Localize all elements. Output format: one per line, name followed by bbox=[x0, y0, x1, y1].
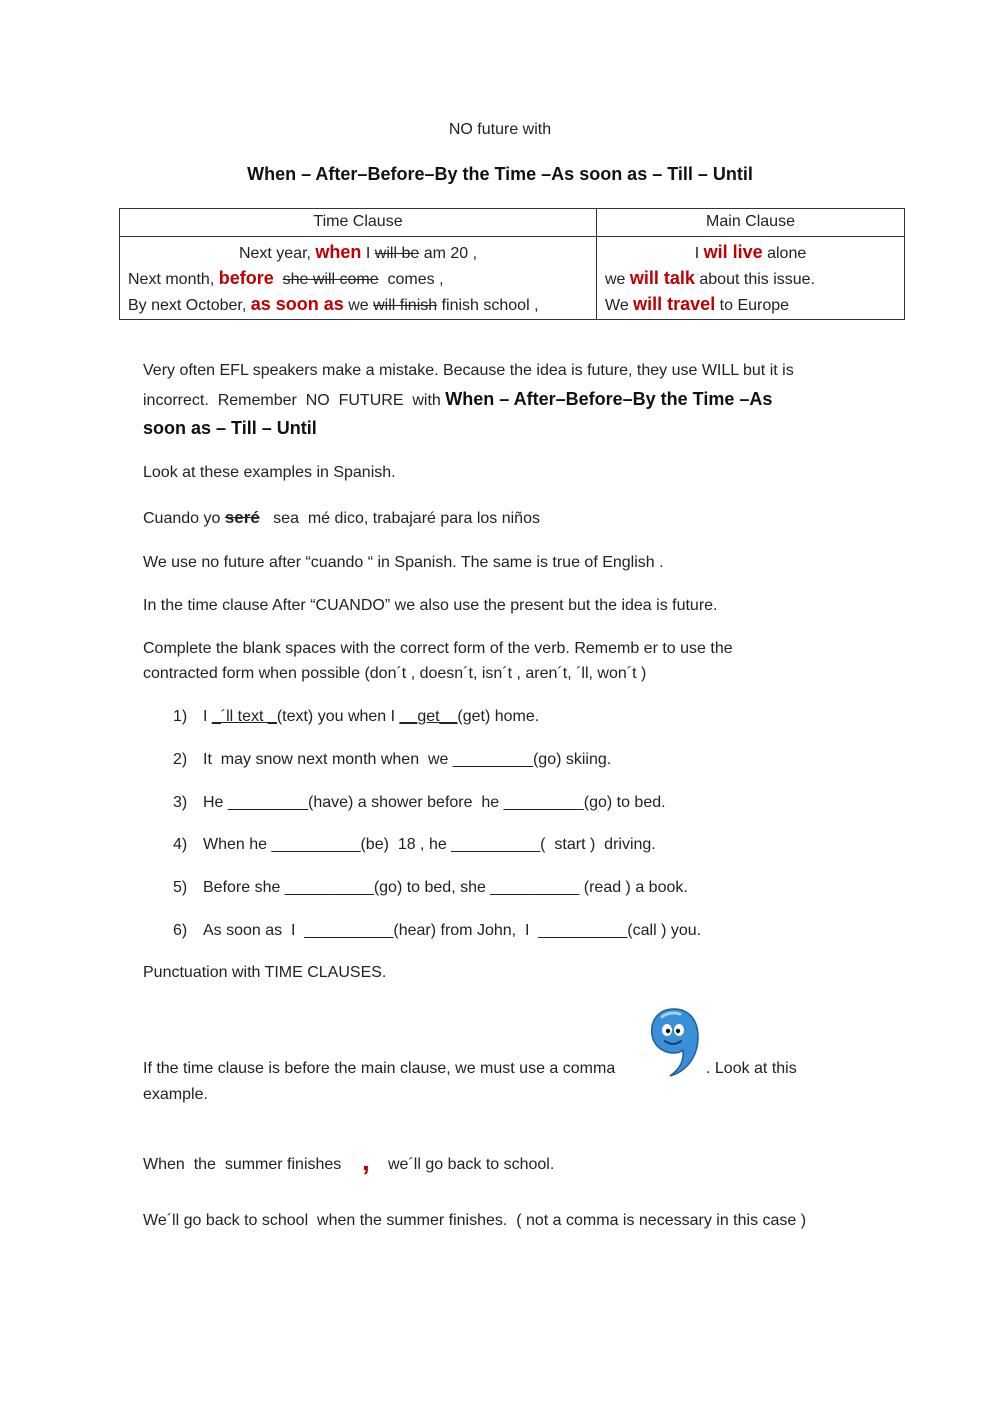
time-words: When – After–Before–By the Time –As bbox=[445, 389, 773, 409]
keyword: before bbox=[218, 268, 274, 288]
spanish-example: Cuando yo seré sea mé dico, trabajaré para los niños bbox=[143, 508, 540, 527]
exercise-item: 2) It may snow next month when we _________(go) skiing. bbox=[173, 751, 612, 768]
main-clause-row: I wil live alone bbox=[694, 242, 807, 262]
struck-text: will be bbox=[374, 245, 420, 262]
time-clause-row: Next year, when I will be am 20 , bbox=[238, 242, 478, 262]
main-clause-row: we will talk about this issue. bbox=[605, 268, 816, 288]
keyword: wil live bbox=[703, 242, 763, 262]
exercise-item: 3) He _________(have) a shower before he _________(go) to bed. bbox=[173, 794, 666, 811]
time-clause-cell bbox=[120, 237, 597, 320]
time-clause-table bbox=[119, 208, 905, 320]
comma-example-1: When the summer finishes bbox=[143, 1156, 342, 1173]
instructions-line1: Complete the blank spaces with the correct form of the verb. Rememb er to use the bbox=[143, 640, 733, 657]
keyword: when bbox=[315, 242, 362, 262]
intro-line2: incorrect. Remember NO FUTURE with When – After–Before–By the Time –As bbox=[143, 389, 773, 409]
comma-rule-line2: example. bbox=[143, 1086, 208, 1103]
exercise-item: 1) I _´ll text _(text) you when I __get__(get) home. bbox=[173, 708, 540, 725]
answer-blank[interactable]: __get__ bbox=[399, 708, 458, 725]
comma-rule-line1-end: . Look at this bbox=[706, 1060, 797, 1077]
comma-example-1-end: we´ll go back to school. bbox=[388, 1156, 555, 1173]
answer-blank[interactable]: _´ll text _ bbox=[211, 708, 277, 725]
heading-line1: NO future with bbox=[448, 121, 552, 138]
heading-line2: When – After–Before–By the Time –As soon as – Till – Until bbox=[247, 164, 753, 184]
struck-text: will finish bbox=[373, 297, 438, 314]
main-clause-row: We will travel to Europe bbox=[605, 294, 790, 314]
header-time-clause: Time Clause bbox=[120, 209, 597, 237]
instructions-line2: contracted form when possible (don´t , doesn´t, isn´t , aren´t, ´ll, won´t ) bbox=[143, 665, 647, 682]
punctuation-title: Punctuation with TIME CLAUSES. bbox=[143, 964, 387, 981]
comma-example-2: We´ll go back to school when the summer finishes. ( not a comma is necessary in this case ) bbox=[143, 1212, 807, 1229]
comma-rule-line1: If the time clause is before the main clause, we must use a comma bbox=[143, 1060, 616, 1077]
header-main-clause: Main Clause bbox=[597, 209, 905, 237]
struck-text: she will come bbox=[282, 271, 379, 288]
exercise-item: 6) As soon as I __________(hear) from John, I __________(call ) you. bbox=[173, 922, 702, 939]
struck-text: seré bbox=[224, 508, 260, 527]
look-examples: Look at these examples in Spanish. bbox=[143, 464, 396, 481]
exercise-item: 4) When he __________(be) 18 , he __________( start ) driving. bbox=[173, 836, 656, 853]
intro-line3: soon as – Till – Until bbox=[143, 418, 317, 438]
comma-mascot-icon bbox=[648, 1005, 700, 1079]
red-comma: , bbox=[362, 1145, 370, 1176]
main-clause-cell bbox=[597, 237, 905, 320]
no-future-note: We use no future after “cuando “ in Spanish. The same is true of English . bbox=[143, 554, 664, 571]
clause-note: In the time clause After “CUANDO” we also use the present but the idea is future. bbox=[143, 597, 718, 614]
exercise-item: 5) Before she __________(go) to bed, she __________ (read ) a book. bbox=[173, 879, 688, 896]
keyword: will talk bbox=[629, 268, 695, 288]
intro-line1: Very often EFL speakers make a mistake. Because the idea is future, they use WILL but it is bbox=[143, 362, 794, 379]
time-clause-row: Next month, before she will come comes , bbox=[128, 268, 444, 288]
time-clause-row: By next October, as soon as we will finish finish school , bbox=[128, 294, 539, 314]
keyword: will travel bbox=[633, 294, 716, 314]
keyword: as soon as bbox=[250, 294, 344, 314]
